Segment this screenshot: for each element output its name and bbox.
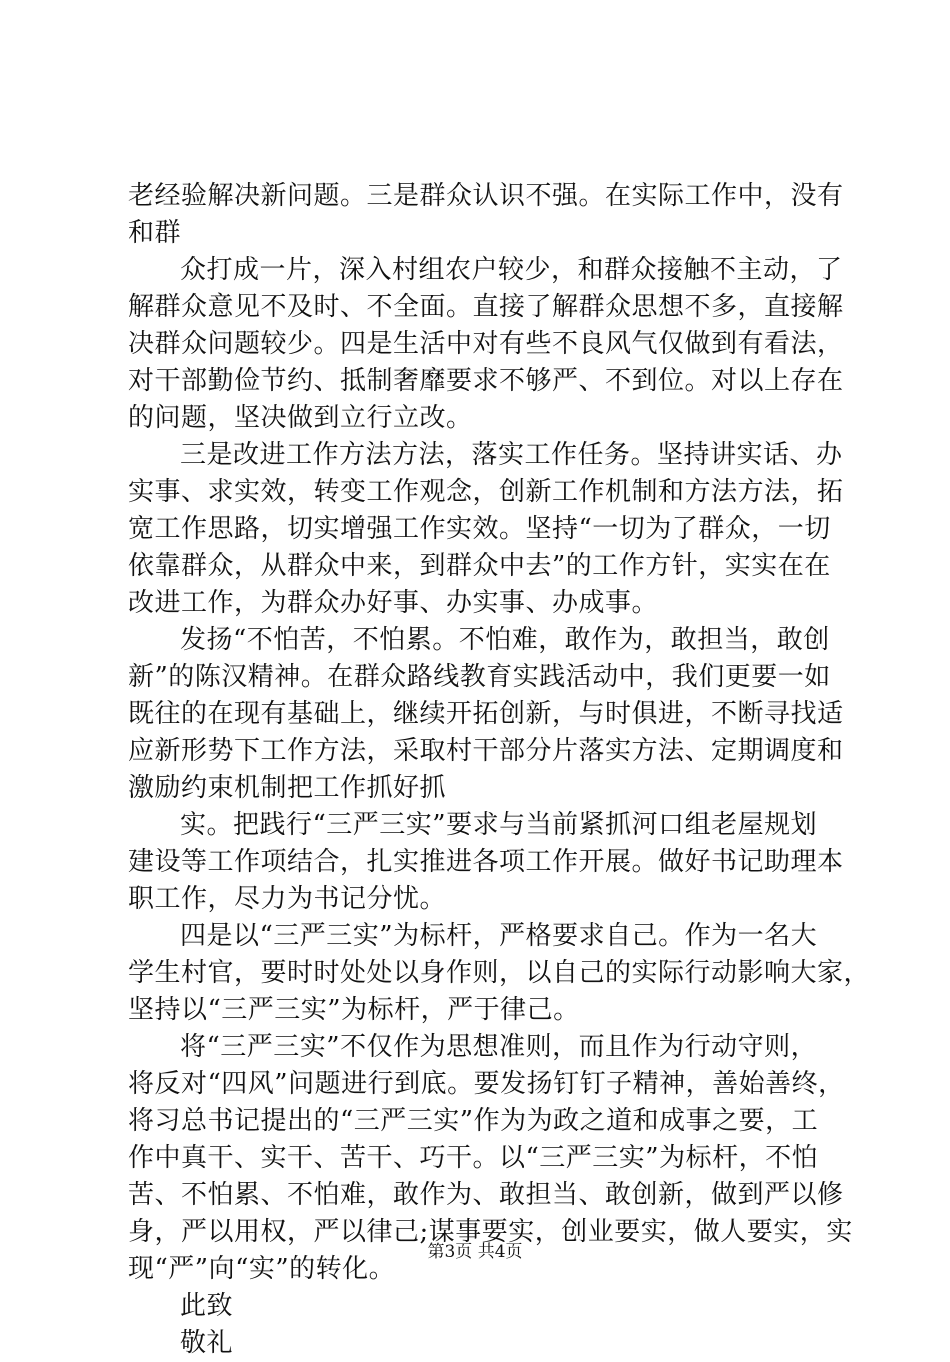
text-line: 新”的陈汉精神。在群众路线教育实践活动中，我们更要一如 [128,662,831,692]
text-line: 和群 [128,218,182,248]
text-line: 将“三严三实”不仅作为思想准则，而且作为行动守则， [180,1032,818,1062]
text-line: 解群众意见不及时、不全面。直接了解群众思想不多，直接解 [128,292,844,322]
text-line: 将习总书记提出的“三严三实”作为为政之道和成事之要，工 [128,1106,819,1136]
text-line: 依靠群众，从群众中来，到群众中去”的工作方针，实实在在 [128,551,831,581]
text-line: 坚持以“三严三实”为标杆，严于律己。 [128,995,580,1025]
text-line: 作中真干、实干、苦干、巧干。以“三严三实”为标杆，不怕 [128,1143,819,1173]
text-line: 改进工作，为群众办好事、办实事、办成事。 [128,588,659,618]
text-line: 既往的在现有基础上，继续开拓创新，与时俱进，不断寻找适 [128,699,844,729]
text-line: 实事、求实效，转变工作观念，创新工作机制和方法方法，拓 [128,477,844,507]
text-line: 实。把践行“三严三实”要求与当前紧抓河口组老屋规划 [180,810,818,840]
text-line: 三是改进工作方法方法，落实工作任务。坚持讲实话、办 [180,440,843,470]
text-line: 敬礼 [180,1328,234,1358]
text-line: 身，严以用权，严以律己;谋事要实，创业要实，做人要实，实 [128,1217,853,1247]
text-line: 建设等工作项结合，扎实推进各项工作开展。做好书记助理本 [128,847,844,877]
text-line: 对干部勤俭节约、抵制奢靡要求不够严、不到位。对以上存在 [128,366,844,396]
text-line: 老经验解决新问题。三是群众认识不强。在实际工作中，没有 [128,181,844,211]
text-line: 应新形势下工作方法，采取村干部分片落实方法、定期调度和 [128,736,844,766]
text-line: 决群众问题较少。四是生活中对有些不良风气仅做到有看法， [128,329,844,359]
text-line: 宽工作思路，切实增强工作实效。坚持“一切为了群众，一切 [128,514,831,544]
page-number: 第3页 共4页 [427,1242,523,1262]
text-line: 四是以“三严三实”为标杆，严格要求自己。作为一名大 [180,921,818,951]
text-line: 众打成一片，深入村组农户较少，和群众接触不主动，了 [180,255,843,285]
text-line: 将反对“四风”问题进行到底。要发扬钉钉子精神，善始善终， [128,1069,845,1099]
text-line: 激励约束机制把工作抓好抓 [128,773,447,803]
text-line: 的问题，坚决做到立行立改。 [128,403,473,433]
text-line: 现“严”向“实”的转化。 [128,1254,396,1284]
text-line: 学生村官，要时时处处以身作则，以自己的实际行动影响大家， [128,958,871,988]
text-line: 职工作，尽力为书记分忧。 [128,884,447,914]
text-line: 此致 [180,1291,234,1321]
document-body [128,178,871,1362]
text-line: 发扬“不怕苦，不怕累。不怕难，敢作为，敢担当，敢创 [180,625,830,655]
text-line: 苦、不怕累、不怕难，敢作为、敢担当、敢创新，做到严以修 [128,1180,844,1210]
